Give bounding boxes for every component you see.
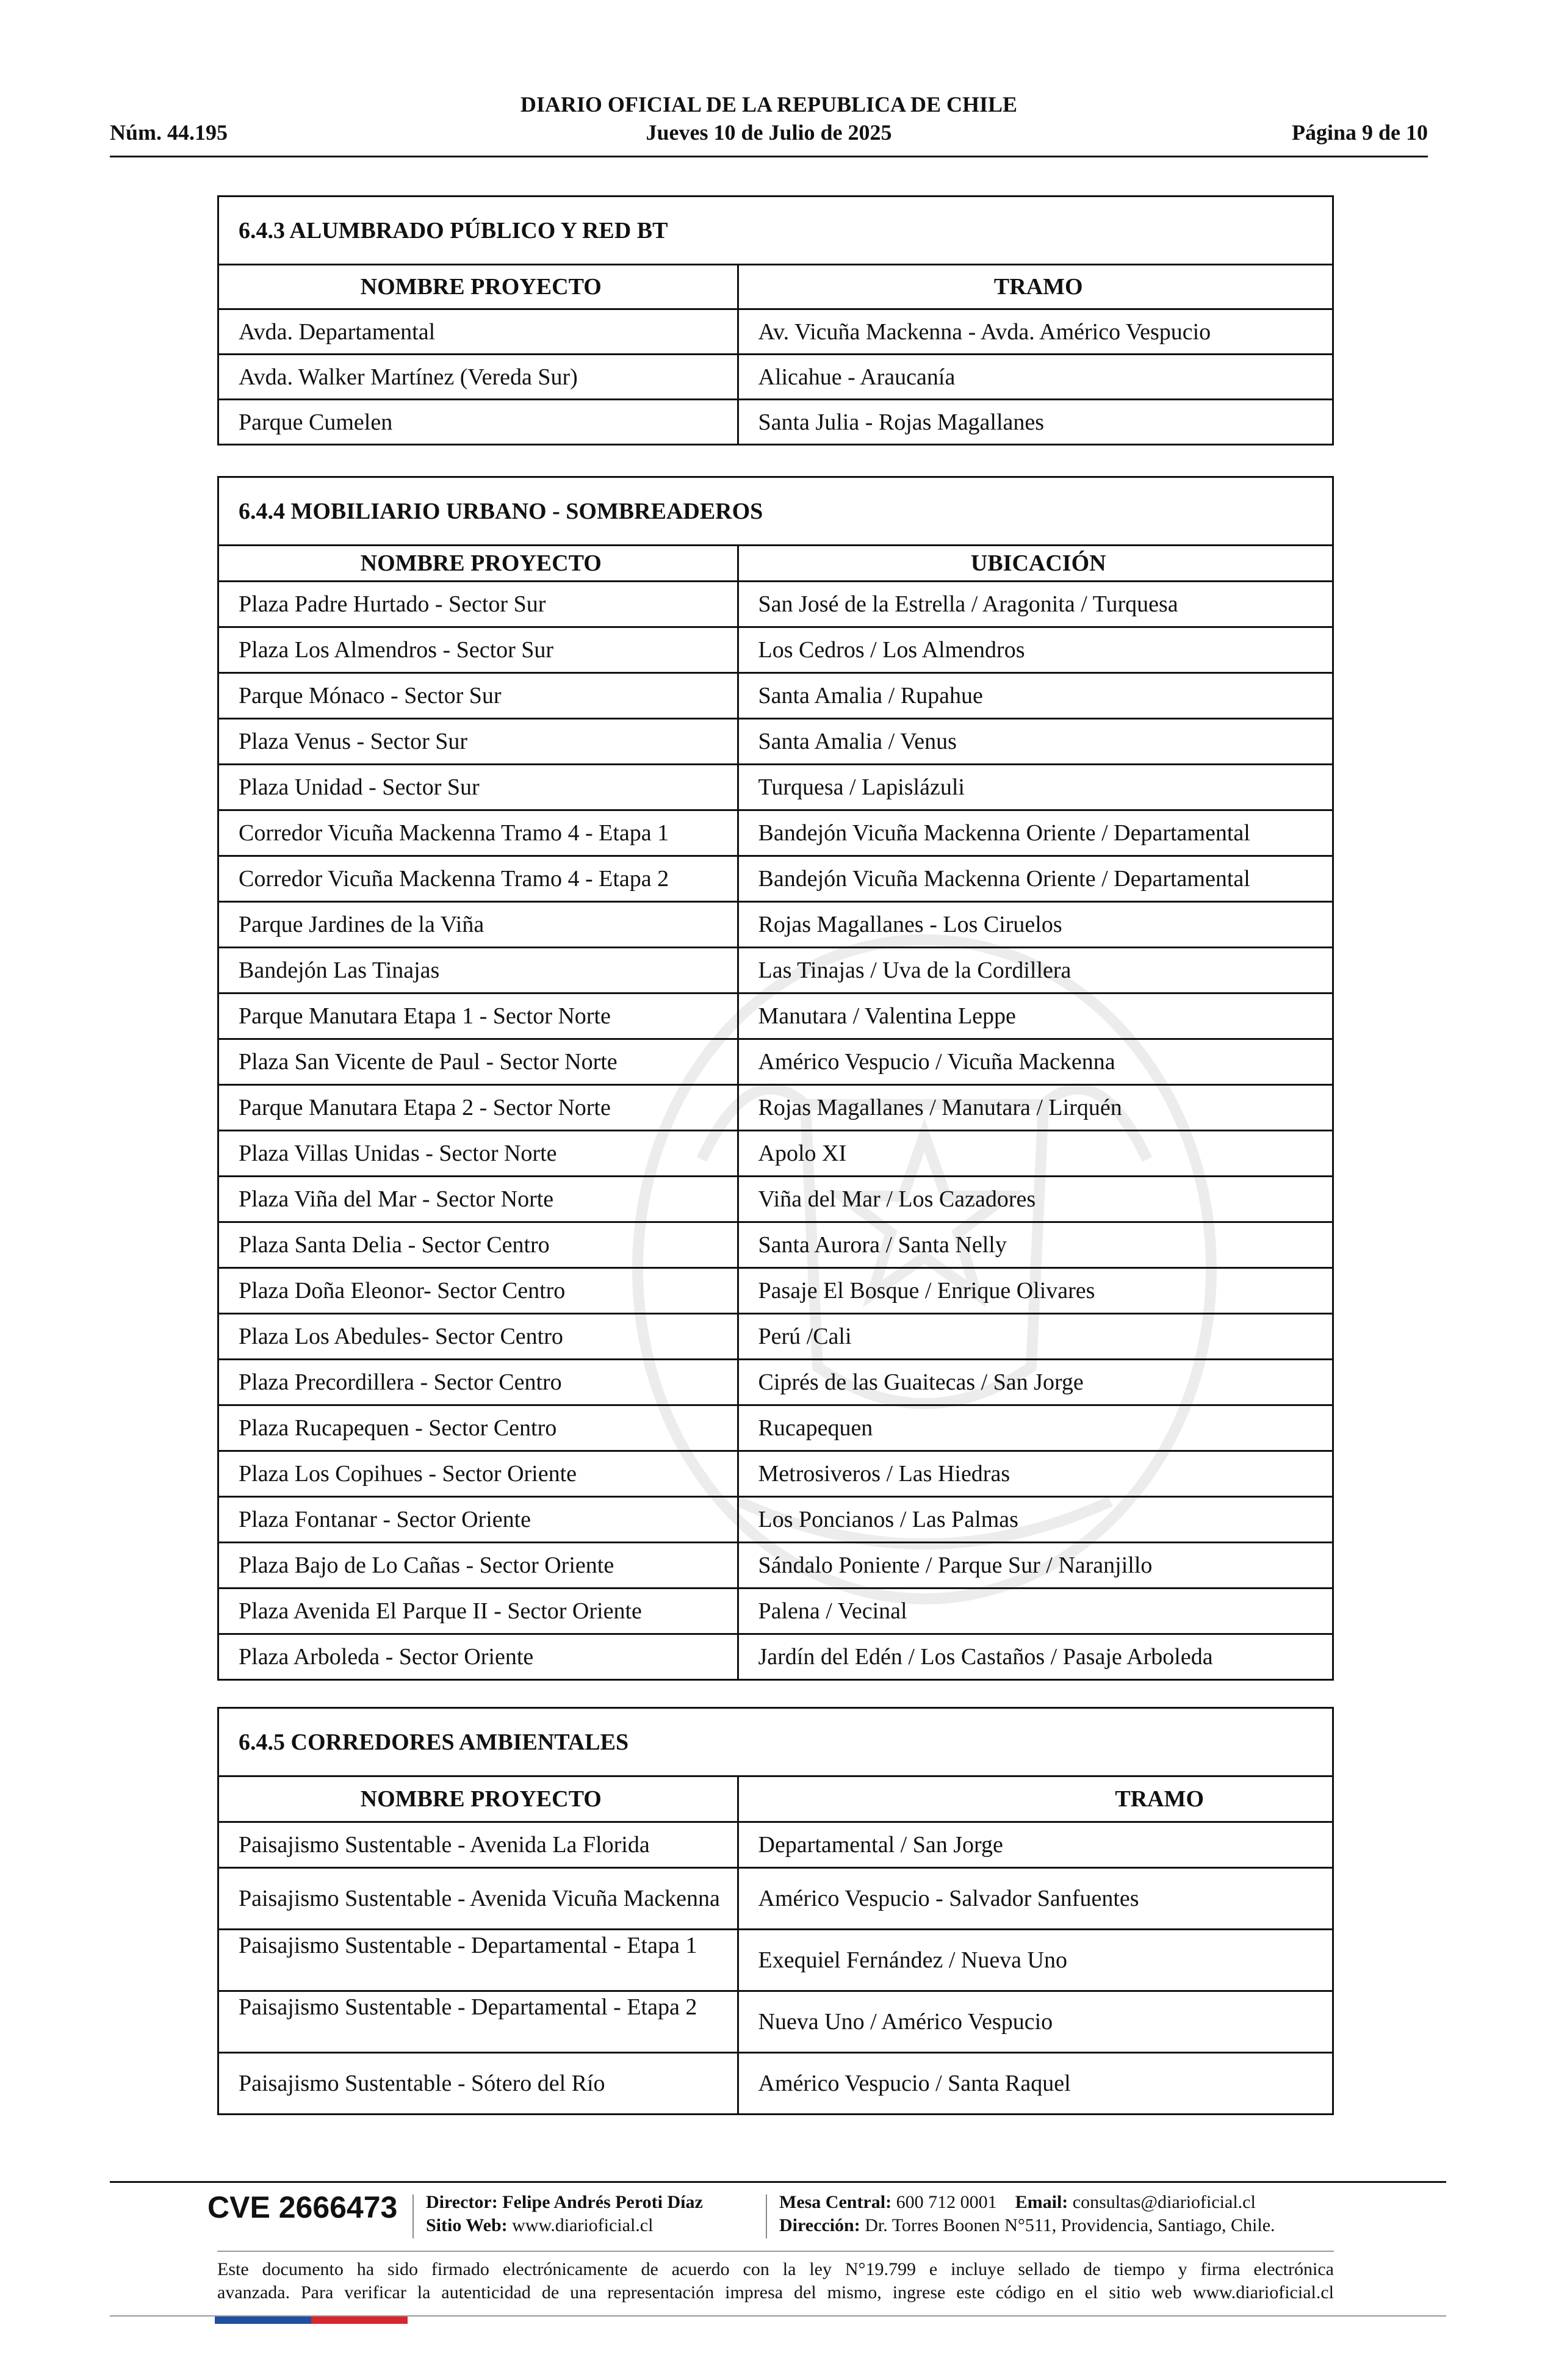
footer-divider: [110, 2181, 1446, 2183]
footer-contact-block: [779, 2191, 1275, 2237]
table-row: [219, 993, 1332, 1039]
column-header: TRAMO: [1115, 1786, 1204, 1812]
table-row: [219, 1360, 1332, 1405]
legal-notice: [217, 2258, 1334, 2304]
project-location: Apolo XI: [738, 1131, 1332, 1177]
section-title: 6.4.4 MOBILIARIO URBANO - SOMBREADEROS: [219, 478, 1332, 546]
project-name: Plaza Rucapequen - Sector Centro: [219, 1405, 738, 1451]
project-location: Pasaje El Bosque / Enrique Olivares: [738, 1268, 1332, 1314]
section-corredores-ambientales: [217, 1707, 1334, 2115]
legal-line: Este documento ha sido firmado electrónicamente de acuerdo con la ley N°19.799 e incluye sellado de tiempo y firma electrónica: [217, 2259, 1334, 2279]
project-tramo: Américo Vespucio - Salvador Sanfuentes: [738, 1868, 1332, 1930]
projects-table: [219, 546, 1332, 1679]
column-header: NOMBRE PROYECTO: [219, 1777, 738, 1822]
project-location: Los Cedros / Los Almendros: [738, 627, 1332, 673]
project-location: Los Poncianos / Las Palmas: [738, 1497, 1332, 1543]
column-header: UBICACIÓN: [970, 550, 1106, 576]
project-name: Paisajismo Sustentable - Avenida La Florida: [219, 1822, 738, 1868]
project-tramo: Nueva Uno / Américo Vespucio: [738, 1991, 1332, 2053]
table-row: [219, 1822, 1332, 1868]
project-location: Jardín del Edén / Los Castaños / Pasaje Arboleda: [738, 1634, 1332, 1679]
project-name: Paisajismo Sustentable - Departamental - Etapa 1: [219, 1930, 738, 1991]
section-title: 6.4.5 CORREDORES AMBIENTALES: [219, 1709, 1332, 1777]
table-row: [219, 355, 1332, 400]
project-tramo: Departamental / San Jorge: [738, 1822, 1332, 1868]
project-name: Plaza Padre Hurtado - Sector Sur: [219, 582, 738, 627]
address-text: Dr. Torres Boonen N°511, Providencia, Santiago, Chile.: [865, 2215, 1275, 2235]
cve-code: CVE 2666473: [207, 2190, 398, 2224]
project-name: Paisajismo Sustentable - Avenida Vicuña Mackenna: [219, 1868, 738, 1930]
table-row: [219, 1930, 1332, 1991]
section-mobiliario-urbano: [217, 476, 1334, 1681]
project-name: Plaza Santa Delia - Sector Centro: [219, 1222, 738, 1268]
project-location: Turquesa / Lapislázuli: [738, 765, 1332, 810]
project-name: Avda. Departamental: [219, 309, 738, 355]
table-row: [219, 1991, 1332, 2053]
table-row: [219, 948, 1332, 993]
section-alumbrado-publico: [217, 195, 1334, 445]
project-name: Plaza Venus - Sector Sur: [219, 719, 738, 765]
table-row: [219, 1588, 1332, 1634]
project-location: Santa Amalia / Rupahue: [738, 673, 1332, 719]
project-name: Plaza Doña Eleonor- Sector Centro: [219, 1268, 738, 1314]
table-row: [219, 1268, 1332, 1314]
project-name: Parque Jardines de la Viña: [219, 902, 738, 948]
project-name: Plaza Los Almendros - Sector Sur: [219, 627, 738, 673]
table-row: [219, 1177, 1332, 1222]
project-name: Corredor Vicuña Mackenna Tramo 4 - Etapa 2: [219, 856, 738, 902]
table-row: [219, 309, 1332, 355]
project-location: Las Tinajas / Uva de la Cordillera: [738, 948, 1332, 993]
flag-blue-segment: [215, 2317, 311, 2324]
table-row: [219, 1543, 1332, 1588]
project-name: Plaza Unidad - Sector Sur: [219, 765, 738, 810]
project-location: Manutara / Valentina Leppe: [738, 993, 1332, 1039]
table-row: [219, 1131, 1332, 1177]
table-row: [219, 1085, 1332, 1131]
email-link[interactable]: consultas@diarioficial.cl: [1072, 2192, 1256, 2212]
table-row: [219, 1451, 1332, 1497]
project-name: Plaza Villas Unidas - Sector Norte: [219, 1131, 738, 1177]
project-location: Metrosiveros / Las Hiedras: [738, 1451, 1332, 1497]
project-name: Plaza Fontanar - Sector Oriente: [219, 1497, 738, 1543]
project-location: Viña del Mar / Los Cazadores: [738, 1177, 1332, 1222]
page-number: Página 9 de 10: [1291, 120, 1428, 145]
flag-red-segment: [311, 2317, 408, 2324]
footer-director-block: [426, 2191, 703, 2237]
table-row: [219, 765, 1332, 810]
project-location: Rucapequen: [738, 1405, 1332, 1451]
table-row: [219, 810, 1332, 856]
header-divider: [110, 156, 1428, 157]
newspaper-title: DIARIO OFICIAL DE LA REPUBLICA DE CHILE: [520, 92, 1018, 117]
project-name: Plaza Viña del Mar - Sector Norte: [219, 1177, 738, 1222]
project-location: Bandejón Vicuña Mackenna Oriente / Departamental: [738, 810, 1332, 856]
email-label: Email:: [1015, 2192, 1068, 2212]
projects-table: [219, 265, 1332, 444]
project-name: Paisajismo Sustentable - Departamental - Etapa 2: [219, 1991, 738, 2053]
project-name: Parque Manutara Etapa 2 - Sector Norte: [219, 1085, 738, 1131]
flag-stripe: [215, 2317, 408, 2324]
project-location: Ciprés de las Guaitecas / San Jorge: [738, 1360, 1332, 1405]
table-row: [219, 673, 1332, 719]
table-header-row: [219, 265, 1332, 309]
project-location: Américo Vespucio / Vicuña Mackenna: [738, 1039, 1332, 1085]
director-label: Director:: [426, 2192, 498, 2212]
column-header: NOMBRE PROYECTO: [219, 546, 738, 582]
footer-separator: [412, 2194, 414, 2238]
project-name: Plaza Avenida El Parque II - Sector Oriente: [219, 1588, 738, 1634]
table-row: [219, 400, 1332, 444]
director-name: Felipe Andrés Peroti Díaz: [502, 2192, 703, 2212]
projects-table: [219, 1777, 1332, 2113]
table-row: [219, 856, 1332, 902]
project-tramo: Santa Julia - Rojas Magallanes: [738, 400, 1332, 444]
phone-number: 600 712 0001: [896, 2192, 997, 2212]
project-name: Bandejón Las Tinajas: [219, 948, 738, 993]
project-tramo: Américo Vespucio / Santa Raquel: [738, 2053, 1332, 2114]
table-row: [219, 582, 1332, 627]
project-location: Sándalo Poniente / Parque Sur / Naranjillo: [738, 1543, 1332, 1588]
project-tramo: Exequiel Fernández / Nueva Uno: [738, 1930, 1332, 1991]
project-name: Parque Cumelen: [219, 400, 738, 444]
website-label: Sitio Web:: [426, 2215, 508, 2235]
project-name: Paisajismo Sustentable - Sótero del Río: [219, 2053, 738, 2114]
website-link[interactable]: www.diarioficial.cl: [512, 2215, 654, 2235]
project-name: Plaza Arboleda - Sector Oriente: [219, 1634, 738, 1679]
project-location: Rojas Magallanes - Los Ciruelos: [738, 902, 1332, 948]
table-row: [219, 1868, 1332, 1930]
project-name: Plaza San Vicente de Paul - Sector Norte: [219, 1039, 738, 1085]
project-name: Parque Mónaco - Sector Sur: [219, 673, 738, 719]
table-header-row: [219, 546, 1332, 582]
column-header: TRAMO: [993, 274, 1083, 300]
table-row: [219, 719, 1332, 765]
legal-line: avanzada. Para verificar la autenticidad de una representación impresa del mismo, ingrese este código en el sitio web www.diarioficial.cl: [217, 2282, 1334, 2302]
table-row: [219, 627, 1332, 673]
project-location: Bandejón Vicuña Mackenna Oriente / Departamental: [738, 856, 1332, 902]
project-name: Parque Manutara Etapa 1 - Sector Norte: [219, 993, 738, 1039]
footer-separator: [766, 2194, 767, 2238]
project-tramo: Av. Vicuña Mackenna - Avda. Américo Vespucio: [738, 309, 1332, 355]
project-location: Santa Amalia / Venus: [738, 719, 1332, 765]
issue-date: Jueves 10 de Julio de 2025: [646, 120, 892, 145]
table-row: [219, 1039, 1332, 1085]
table-row: [219, 1222, 1332, 1268]
project-name: Plaza Precordillera - Sector Centro: [219, 1360, 738, 1405]
project-location: Santa Aurora / Santa Nelly: [738, 1222, 1332, 1268]
project-tramo: Alicahue - Araucanía: [738, 355, 1332, 400]
table-row: [219, 1314, 1332, 1360]
table-row: [219, 902, 1332, 948]
project-name: Avda. Walker Martínez (Vereda Sur): [219, 355, 738, 400]
table-row: [219, 1634, 1332, 1679]
table-row: [219, 2053, 1332, 2114]
table-header-row: [219, 1777, 1332, 1822]
project-name: Corredor Vicuña Mackenna Tramo 4 - Etapa 1: [219, 810, 738, 856]
issue-number: Núm. 44.195: [110, 120, 228, 145]
project-name: Plaza Bajo de Lo Cañas - Sector Oriente: [219, 1543, 738, 1588]
phone-label: Mesa Central:: [779, 2192, 892, 2212]
address-label: Dirección:: [779, 2215, 860, 2235]
column-header: NOMBRE PROYECTO: [219, 265, 738, 309]
project-location: San José de la Estrella / Aragonita / Turquesa: [738, 582, 1332, 627]
table-row: [219, 1405, 1332, 1451]
project-name: Plaza Los Copihues - Sector Oriente: [219, 1451, 738, 1497]
project-name: Plaza Los Abedules- Sector Centro: [219, 1314, 738, 1360]
footer-divider: [217, 2251, 1334, 2252]
section-title: 6.4.3 ALUMBRADO PÚBLICO Y RED BT: [219, 197, 1332, 265]
table-row: [219, 1497, 1332, 1543]
project-location: Palena / Vecinal: [738, 1588, 1332, 1634]
project-location: Perú /Cali: [738, 1314, 1332, 1360]
project-location: Rojas Magallanes / Manutara / Lirquén: [738, 1085, 1332, 1131]
